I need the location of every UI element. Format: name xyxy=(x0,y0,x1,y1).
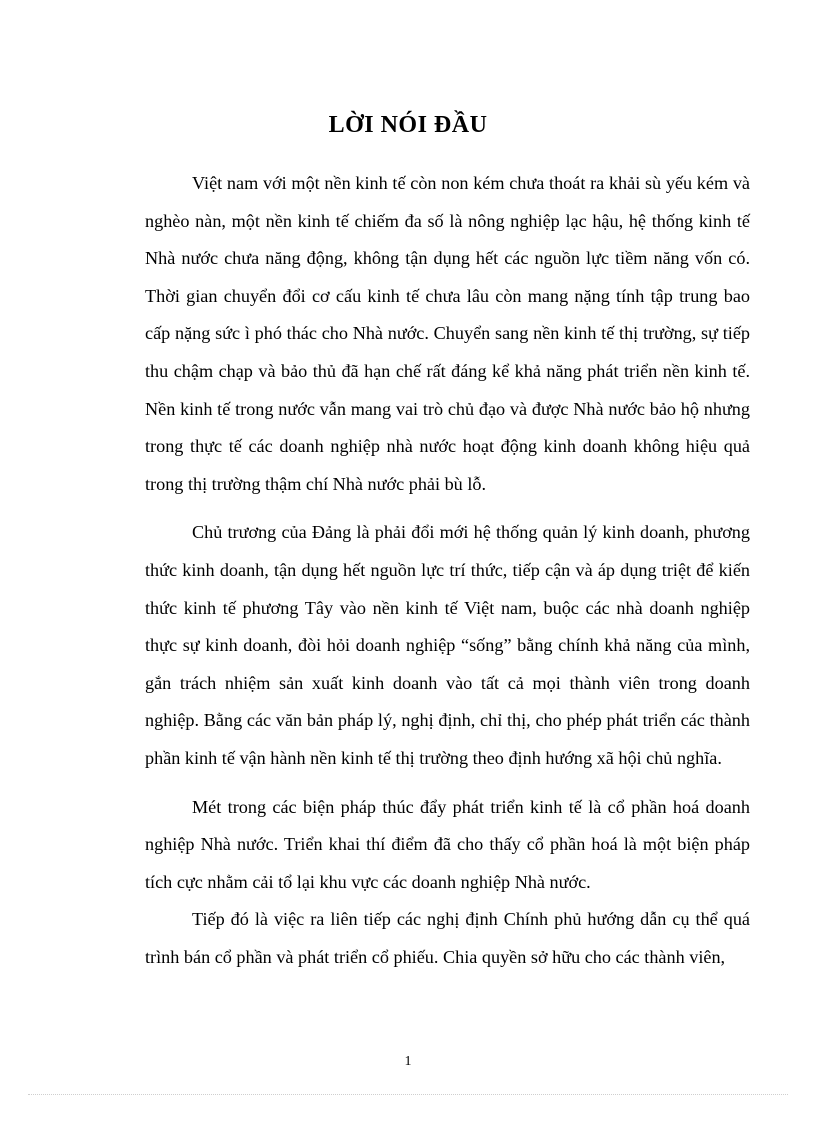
paragraph-4: Tiếp đó là việc ra liên tiếp các nghị định Chính phủ hướng dẫn cụ thể quá trình bán cổ phần và phát triển cổ phiếu. Chia quyền sở hữu cho các thành viên, xyxy=(145,909,750,967)
page-number: 1 xyxy=(404,1054,412,1069)
paragraph-3: Mét trong các biện pháp thúc đẩy phát triển kinh tế là cổ phần hoá doanh nghiệp Nhà nước. Triển khai thí điểm đã cho thấy cổ phần hoá là một biện pháp tích cực nhằm cải tổ lại khu vực các doanh nghiệp Nhà nước. xyxy=(145,796,750,892)
body-text xyxy=(145,165,750,976)
page-bottom-divider xyxy=(28,1094,788,1095)
page-title: LỜI NÓI ĐẦU xyxy=(328,112,488,138)
paragraph-2: Chủ trương của Đảng là phải đổi mới hệ thống quản lý kinh doanh, phương thức kinh doanh, tận dụng hết nguồn lực trí thức, tiếp cận và áp dụng triệt để kiến thức kinh tế phương Tây vào nền kinh tế Việt nam, buộc các nhà doanh nghiệp thực sự kinh doanh, đòi hỏi doanh nghiệp “sống” bằng chính khả năng của mình, gắn trách nhiệm sản xuất kinh doanh vào tất cả mọi thành viên trong doanh nghiệp. Bằng các văn bản pháp lý, nghị định, chỉ thị, cho phép phát triển các thành phần kinh tế vận hành nền kinh tế thị trường theo định hướng xã hội chủ nghĩa. xyxy=(145,522,750,768)
paragraph-1: Việt nam với một nền kinh tế còn non kém chưa thoát ra khải sù yếu kém và nghèo nàn, một nền kinh tế chiếm đa số là nông nghiệp lạc hậu, hệ thống kinh tế Nhà nước chưa năng động, không tận dụng hết các nguồn lực tiềm năng vốn có. Thời gian chuyển đổi cơ cấu kinh tế chưa lâu còn mang nặng tính tập trung bao cấp nặng sức ì phó thác cho Nhà nước. Chuyển sang nền kinh tế thị trường, sự tiếp thu chậm chạp và bảo thủ đã hạn chế rất đáng kể khả năng phát triển nền kinh tế. Nền kinh tế trong nước vẫn mang vai trò chủ đạo và được Nhà nước bảo hộ nhưng trong thực tế các doanh nghiệp nhà nước hoạt động kinh doanh không hiệu quả trong thị trường thậm chí Nhà nước phải bù lỗ. xyxy=(145,173,750,494)
